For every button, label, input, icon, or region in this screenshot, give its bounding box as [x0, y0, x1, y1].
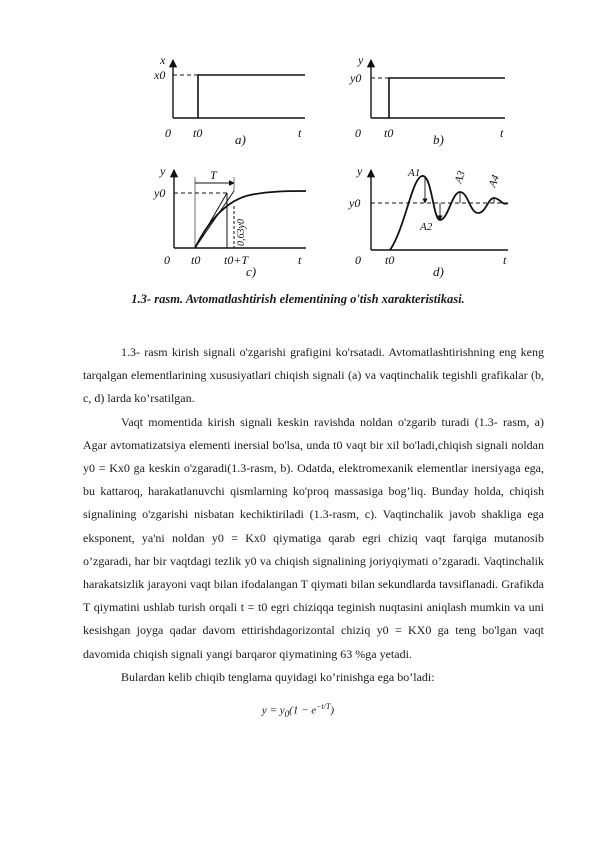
figure-caption: 1.3- rasm. Avtomatlashtirish elementining o'tish xarakteristikasi.	[131, 292, 465, 306]
paragraph-1: 1.3- rasm kirish signali o'zgarishi grafigini ko'rsatadi. Avtomatlashtirishning eng keng tarqalgan elementlarining xususiyatlari chiqish signali (a) va vaqtinchalik tegishli grafikalar (b, c, d) larda ko’rsatilgan.	[83, 345, 544, 406]
panel-b-t-axis: t	[500, 126, 504, 140]
figure-transient-characteristics	[150, 48, 530, 290]
panel-d	[348, 164, 508, 279]
equation-lhs: y = y	[261, 704, 285, 717]
panel-d-a2: A2	[420, 221, 433, 233]
panel-b-tag: b)	[433, 132, 444, 147]
panel-d-a3: A3	[452, 169, 469, 186]
panel-b-level-label: y0	[350, 71, 362, 85]
equation-rhs: )	[330, 704, 335, 717]
panel-c	[153, 164, 306, 279]
panel-d-a4: A4	[486, 173, 503, 190]
panel-b-origin: 0	[355, 126, 361, 140]
panel-c-T: T	[210, 168, 217, 182]
panel-a	[153, 53, 305, 147]
equation-sub: 0	[284, 708, 290, 719]
panel-a-tag: a)	[235, 132, 246, 147]
panel-d-t-axis: t	[503, 253, 507, 267]
equation-exponent: −t/T	[316, 702, 331, 711]
panel-a-level-label: x0	[154, 68, 166, 82]
panel-c-ratio: 0,63y0	[236, 219, 247, 246]
panel-c-t0: t0	[191, 253, 201, 267]
paragraph-3: Bulardan kelib chiqib tenglama quyidagi ko’rinishga ega bo’ladi:	[121, 669, 435, 684]
panel-d-origin: 0	[355, 253, 361, 267]
panel-b-y-label: y	[358, 53, 364, 67]
panel-a-origin: 0	[165, 126, 171, 140]
panel-c-y-label: y	[160, 164, 166, 178]
panel-d-level-label: y0	[349, 196, 361, 210]
panel-b-t0: t0	[384, 126, 394, 140]
panel-d-y-label: y	[357, 164, 363, 178]
paragraph-2: Vaqt momentida kirish signali keskin ravishda noldan o'zgarib turadi (1.3- rasm, a) Agar avtomatizatsiya elementi inersial bo'lsa, unda t0 vaqt bir xil bo'ladi,chiqish signali noldan y0 = Kx0 ga keskin o'zgaradi(1.3-rasm, b). Odatda, elektromexanik elementlar inersiyaga ega, bu kattaroq, harakatlanuvchi qismlarning ko'proq massasiga bog’liq. Bunday holda, chiqish signalining o'zgarishi nisbatan kechiktiriladi (1.3-rasm, c). Vaqtinchalik javob shakliga ega eksponent, ya'ni noldan y0 = Kx0 qiymatiga qarab egri chiziq vaqt farqiga mutanosib o’zgaradi, har bir vaqtdagi tezlik y0 va chiqish signalining joriyqiymati o’zgaradi. Vaqtinchalik harakatsizlik jarayoni vaqt bilan ifodalangan T qiymati bilan sekundlarda tavsiflanadi. Grafikda T qiymatini ushlab turish orqali t = t0 egri chiziqqa teginish nuqtasini aniqlash mumkin va uni kesishgan joyga qadar davom ettirishdagorizontal chiziq y0 = KX0 ga teng bo'lgan vaqt davomida chiqish signali yangi barqaror qiymatining 63 %ga yetadi.	[83, 414, 544, 661]
panel-c-level-label: y0	[154, 186, 166, 200]
panel-c-tag: c)	[246, 264, 257, 279]
panel-c-origin: 0	[164, 253, 170, 267]
body-text	[83, 341, 544, 689]
panel-c-t0T: t0+T	[224, 253, 249, 267]
panel-a-y-label: x	[160, 53, 166, 67]
panel-d-tag: d)	[433, 264, 444, 279]
panel-c-t-axis: t	[298, 253, 302, 267]
equation-mid: (1 − e	[289, 704, 317, 717]
equation	[0, 702, 596, 719]
panel-d-a1: A1	[408, 167, 421, 179]
panel-a-t0: t0	[193, 126, 203, 140]
panel-d-t0: t0	[385, 253, 395, 267]
panel-a-t-axis: t	[298, 126, 302, 140]
panel-b	[349, 53, 505, 147]
